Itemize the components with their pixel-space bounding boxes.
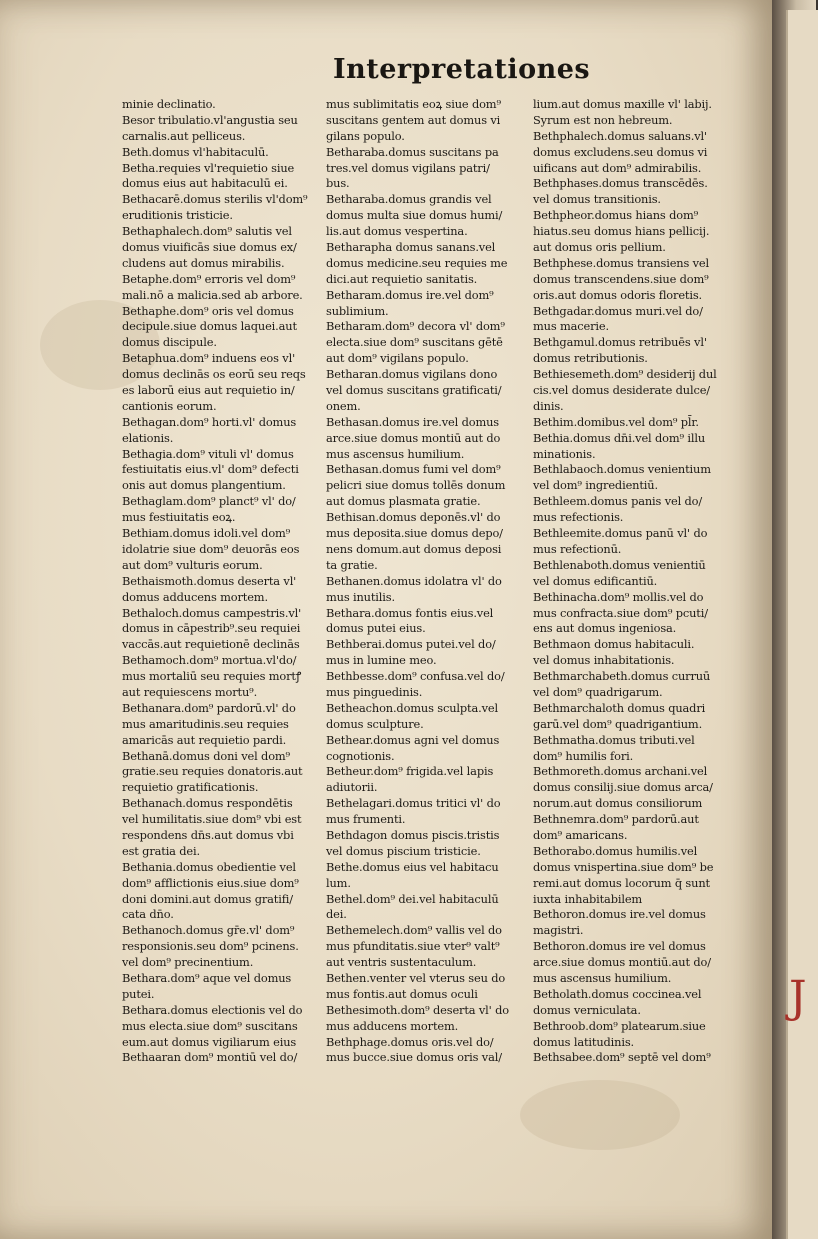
text-line: vel domus edificantiū. xyxy=(533,573,658,588)
text-line: Betharaba.domus grandis vel xyxy=(326,192,492,207)
text-line: Bethanā.domus doni vel dom⁹ xyxy=(122,748,290,763)
text-column-1 xyxy=(122,97,318,1065)
text-line: Bethaismoth.domus deserta vl' xyxy=(122,573,297,588)
text-line: Betaphe.dom⁹ erroris vel dom⁹ xyxy=(122,271,296,286)
text-line: doni domini.aut domus gratifi/ xyxy=(122,891,293,906)
text-line: vel domus suscitans gratificati/ xyxy=(326,383,502,398)
text-line: Bethroob.dom⁹ platearum.siue xyxy=(533,1018,706,1033)
text-line: domus in cāpestrib⁹.seu requiei xyxy=(122,621,301,636)
text-line: vel domus inhabitationis. xyxy=(533,653,675,668)
text-line: Bethanen.domus idolatra vl' do xyxy=(326,573,502,588)
text-line: decipule.siue domus laquei.aut xyxy=(122,319,297,334)
text-line: elationis. xyxy=(122,430,174,445)
text-line: gilans populo. xyxy=(326,128,405,143)
text-line: norum.aut domus consiliorum xyxy=(533,796,703,811)
text-line: domus vnispertina.siue dom⁹ be xyxy=(533,859,714,874)
text-line: suscitans gentem aut domus vi xyxy=(326,112,501,127)
text-line: Beth.domus vl'habitaculū. xyxy=(122,144,269,159)
text-column-2 xyxy=(326,97,526,1065)
text-line: Bethberai.domus putei.vel do/ xyxy=(326,637,496,652)
text-line: Bethen.venter vel vterus seu do xyxy=(326,970,506,985)
text-line: Betharapha domus sanans.vel xyxy=(326,240,496,255)
text-line: mus mortaliū seu requies mortꝭ xyxy=(122,669,302,684)
text-line: Bethphage.domus oris.vel do/ xyxy=(326,1034,494,1049)
running-header: Interpretationes xyxy=(333,54,591,85)
text-line: garū.vel dom⁹ quadrigantium. xyxy=(533,716,703,731)
text-line: arce.siue domus montiū.aut do/ xyxy=(533,955,711,970)
text-line: Bethoron.domus ire.vel domus xyxy=(533,907,706,922)
text-line: Bethaloch.domus campestris.vl' xyxy=(122,605,302,620)
text-line: iuxta inhabitabilem xyxy=(533,891,643,906)
text-line: sublimium. xyxy=(326,303,389,318)
text-line: vel dom⁹ ingredientiū. xyxy=(533,478,658,493)
paper-stain xyxy=(520,1080,680,1150)
text-line: Bethleem.domus panis vel do/ xyxy=(533,494,703,509)
text-line: dom⁹ amaricans. xyxy=(533,827,628,842)
text-line: Bethoron.domus ire vel domus xyxy=(533,939,706,954)
text-line: aut ventris sustentaculum. xyxy=(326,955,477,970)
text-line: es laborū eius aut requietio in/ xyxy=(122,383,295,398)
text-line: idolatrie siue dom⁹ deuorās eos xyxy=(122,541,300,556)
text-line: responsionis.seu dom⁹ pcinens. xyxy=(122,939,299,954)
text-column-3 xyxy=(533,97,740,1065)
text-line: aut dom⁹ vulturis eorum. xyxy=(122,557,263,572)
text-line: mus frumenti. xyxy=(326,812,406,827)
text-line: mus deposita.siue domus depo/ xyxy=(326,526,503,541)
text-line: Bethacarē.domus sterilis vl'dom⁹ xyxy=(122,192,308,207)
text-line: vel humilitatis.siue dom⁹ vbi est xyxy=(122,812,302,827)
text-line: Betheachon.domus sculpta.vel xyxy=(326,700,498,715)
text-line: domus consilij.siue domus arca/ xyxy=(533,780,713,795)
text-line: domus eius aut habitaculū ei. xyxy=(122,176,288,191)
text-line: minationis. xyxy=(533,446,596,461)
text-line: Besor tribulatio.vl'angustia seu xyxy=(122,112,298,127)
text-line: minie declinatio. xyxy=(122,97,216,111)
text-line: aut dom⁹ vigilans populo. xyxy=(326,351,469,366)
text-line: Bethbesse.dom⁹ confusa.vel do/ xyxy=(326,669,505,684)
text-line: Bethaphe.dom⁹ oris vel domus xyxy=(122,303,294,318)
text-line: amaricās aut requietio pardi. xyxy=(122,732,287,747)
text-line: oris.aut domus odoris floretis. xyxy=(533,287,702,302)
text-line: Bethmatha.domus tributi.vel xyxy=(533,732,695,747)
text-line: Bethim.domibus.vel dom⁹ pl̄r. xyxy=(533,414,699,429)
text-line: nens domum.aut domus deposi xyxy=(326,541,502,556)
text-line: mus refectionū. xyxy=(533,541,622,556)
text-line: lis.aut domus vespertina. xyxy=(326,224,468,239)
text-line: dom⁹ afflictionis eius.siue dom⁹ xyxy=(122,875,299,890)
text-line: mus refectionis. xyxy=(533,510,624,525)
text-line: mus fontis.aut domus oculi xyxy=(326,986,478,1001)
text-line: Bethorabo.domus humilis.vel xyxy=(533,843,698,858)
text-line: bus. xyxy=(326,176,350,191)
text-line: Bethemelech.dom⁹ vallis vel do xyxy=(326,923,502,938)
text-line: festiuitatis eius.vl' dom⁹ defecti xyxy=(122,462,299,477)
text-line: remi.aut domus locorum q̄ sunt xyxy=(533,875,710,890)
text-line: domus latitudinis. xyxy=(533,1034,635,1049)
text-line: domus verniculata. xyxy=(533,1002,641,1017)
text-line: Bethanoch.domus gr̄e.vl' dom⁹ xyxy=(122,923,295,938)
text-line: cata dn̄o. xyxy=(122,907,174,922)
text-line: Bethagan.dom⁹ horti.vl' domus xyxy=(122,414,297,429)
text-line: mus ascensus humilium. xyxy=(533,970,672,985)
text-line: mus confracta.siue dom⁹ pcuti/ xyxy=(533,605,708,620)
text-line: Bethesimoth.dom⁹ deserta vl' do xyxy=(326,1002,509,1017)
text-line: vel domus piscium tristicie. xyxy=(326,843,481,858)
text-line: domus retributionis. xyxy=(533,351,648,366)
text-line: Bethanara.dom⁹ pardorū.vl' do xyxy=(122,700,296,715)
text-line: Bethisan.domus deponēs.vl' do xyxy=(326,510,501,525)
text-line: dici.aut requietio sanitatis. xyxy=(326,271,478,286)
text-line: cis.vel domus desiderate dulce/ xyxy=(533,383,710,398)
text-line: Bethlabaoch.domus venientium xyxy=(533,462,711,477)
text-line: Bethanach.domus respondētis xyxy=(122,796,293,811)
red-initial-fragment: J xyxy=(789,972,807,1023)
text-line: Bethmarchabeth.domus curruū xyxy=(533,669,711,684)
text-line: vel dom⁹ precinentium. xyxy=(122,955,254,970)
text-line: electa.siue dom⁹ suscitans gētē xyxy=(326,335,503,350)
text-line: requietio gratificationis. xyxy=(122,780,259,795)
text-line: Bethasan.domus fumi vel dom⁹ xyxy=(326,462,501,477)
text-line: mus ascensus humilium. xyxy=(326,446,465,461)
text-line: ta gratie. xyxy=(326,557,378,572)
text-line: Bethiam.domus idoli.vel dom⁹ xyxy=(122,526,291,541)
text-line: mus festiuitatis eoꝝ. xyxy=(122,510,236,525)
text-line: mus pinguedinis. xyxy=(326,684,423,699)
text-line: Bethara.domus electionis vel do xyxy=(122,1002,303,1017)
text-line: lium.aut domus maxille vl' labij. xyxy=(533,97,712,111)
text-line: respondens dn̄s.aut domus vbi xyxy=(122,827,294,842)
text-line: domus discipule. xyxy=(122,335,217,350)
text-line: domus multa siue domus humi/ xyxy=(326,208,503,223)
text-line: mus macerie. xyxy=(533,319,609,334)
text-line: onis aut domus plangentium. xyxy=(122,478,286,493)
text-line: Bethaaran dom⁹ montiū vel do/ xyxy=(122,1050,298,1065)
text-line: Bethleemite.domus panū vl' do xyxy=(533,526,708,541)
text-line: pelicri siue domus tollēs donum xyxy=(326,478,506,493)
text-line: Bethgamul.domus retribuēs vl' xyxy=(533,335,707,350)
text-line: Bethasan.domus ire.vel domus xyxy=(326,414,499,429)
text-line: uificans aut dom⁹ admirabilis. xyxy=(533,160,702,175)
text-line: aut requiescens mortu⁹. xyxy=(122,684,258,699)
text-line: Betaphua.dom⁹ induens eos vl' xyxy=(122,351,296,366)
text-line: Bethphalech.domus saluans.vl' xyxy=(533,128,707,143)
text-line: arce.siue domus montiū aut do xyxy=(326,430,501,445)
text-line: dom⁹ humilis fori. xyxy=(533,748,634,763)
text-line: Betha.requies vl'requietio siue xyxy=(122,160,295,175)
text-line: Betheur.dom⁹ frigida.vel lapis xyxy=(326,764,494,779)
text-line: gratie.seu requies donatoris.aut xyxy=(122,764,303,779)
text-line: Bethphases.domus transcēdēs. xyxy=(533,176,708,191)
text-line: Bethaglam.dom⁹ planct⁹ vl' do/ xyxy=(122,494,296,509)
text-line: Betharam.domus ire.vel dom⁹ xyxy=(326,287,494,302)
text-line: domus sculpture. xyxy=(326,716,424,731)
text-line: Bethara.domus fontis eius.vel xyxy=(326,605,494,620)
text-line: aut domus plasmata gratie. xyxy=(326,494,481,509)
text-line: vel domus transitionis. xyxy=(533,192,661,207)
text-line: ens aut domus ingeniosa. xyxy=(533,621,677,636)
text-line: Betholath.domus coccinea.vel xyxy=(533,986,702,1001)
text-line: Bethel.dom⁹ dei.vel habitaculū xyxy=(326,891,499,906)
text-line: Bethphese.domus transiens vel xyxy=(533,255,710,270)
text-line: Bethara.dom⁹ aque vel domus xyxy=(122,970,292,985)
facing-page-edge xyxy=(786,10,818,1239)
text-line: cognotionis. xyxy=(326,748,395,763)
text-line: Betharan.domus vigilans dono xyxy=(326,367,498,382)
text-line: domus excludens.seu domus vi xyxy=(533,144,708,159)
text-line: domus putei eius. xyxy=(326,621,426,636)
text-line: putei. xyxy=(122,986,155,1001)
text-line: Bethgadar.domus muri.vel do/ xyxy=(533,303,703,318)
text-line: domus transcendens.siue dom⁹ xyxy=(533,271,709,286)
text-line: mus bucce.siue domus oris val/ xyxy=(326,1050,502,1065)
text-line: onem. xyxy=(326,398,361,413)
text-line: hiatus.seu domus hians pellicij. xyxy=(533,224,710,239)
text-line: cludens aut domus mirabilis. xyxy=(122,255,285,270)
text-line: Bethania.domus obedientie vel xyxy=(122,859,296,874)
text-line: aut domus oris pellium. xyxy=(533,240,666,255)
text-line: mus in lumine meo. xyxy=(326,653,437,668)
text-line: Bethear.domus agni vel domus xyxy=(326,732,500,747)
text-line: domus viuificās siue domus ex/ xyxy=(122,240,297,255)
text-line: Bethe.domus eius vel habitacu xyxy=(326,859,499,874)
text-line: vaccās.aut requietionē declinās xyxy=(122,637,300,652)
text-line: adiutorii. xyxy=(326,780,378,795)
text-line: magistri. xyxy=(533,923,584,938)
text-line: Bethlenaboth.domus venientiū xyxy=(533,557,706,572)
text-line: domus medicine.seu requies me xyxy=(326,255,508,270)
text-line: mus pfunditatis.siue vter⁹ valt⁹ xyxy=(326,939,500,954)
text-line: eruditionis tristicie. xyxy=(122,208,233,223)
text-line: Bethsabee.dom⁹ septē vel dom⁹ xyxy=(533,1050,711,1065)
text-line: Bethmoreth.domus archani.vel xyxy=(533,764,708,779)
text-line: Bethmarchaloth domus quadri xyxy=(533,700,706,715)
text-line: Bethiesemeth.dom⁹ desiderij dul xyxy=(533,367,717,382)
text-line: mus sublimitatis eoꝝ siue dom⁹ xyxy=(326,97,501,111)
text-line: mus electa.siue dom⁹ suscitans xyxy=(122,1018,298,1033)
text-line: mus adducens mortem. xyxy=(326,1018,459,1033)
text-line: Bethpheor.domus hians dom⁹ xyxy=(533,208,699,223)
text-line: mali.nō a malicia.sed ab arbore. xyxy=(122,287,303,302)
text-line: carnalis.aut pelliceus. xyxy=(122,128,246,143)
text-line: domus declinās os eorū seu reqs xyxy=(122,367,306,382)
text-line: Bethamoch.dom⁹ mortua.vl'do/ xyxy=(122,653,297,668)
text-line: Bethelagari.domus tritici vl' do xyxy=(326,796,501,811)
text-line: mus amaritudinis.seu requies xyxy=(122,716,289,731)
text-line: Betharam.dom⁹ decora vl' dom⁹ xyxy=(326,319,505,334)
text-line: dinis. xyxy=(533,398,564,413)
text-line: Syrum est non hebreum. xyxy=(533,112,673,127)
text-line: dei. xyxy=(326,907,347,922)
text-line: Bethinacha.dom⁹ mollis.vel do xyxy=(533,589,704,604)
text-line: Bethdagon domus piscis.tristis xyxy=(326,827,500,842)
text-line: vel dom⁹ quadrigarum. xyxy=(533,684,663,699)
text-line: domus adducens mortem. xyxy=(122,589,268,604)
text-line: Bethagia.dom⁹ vituli vl' domus xyxy=(122,446,294,461)
text-line: eum.aut domus vigiliarum eius xyxy=(122,1034,297,1049)
text-line: Betharaba.domus suscitans pa xyxy=(326,144,499,159)
text-line: lum. xyxy=(326,875,351,890)
text-line: mus inutilis. xyxy=(326,589,395,604)
text-line: Bethnemra.dom⁹ pardorū.aut xyxy=(533,812,699,827)
text-line: Bethaphalech.dom⁹ salutis vel xyxy=(122,224,292,239)
text-line: est gratia dei. xyxy=(122,843,200,858)
text-line: Bethmaon domus habitaculi. xyxy=(533,637,695,652)
text-line: cantionis eorum. xyxy=(122,398,217,413)
text-line: tres.vel domus vigilans patri/ xyxy=(326,160,490,175)
text-line: Bethia.domus dn̄i.vel dom⁹ illu xyxy=(533,430,706,445)
